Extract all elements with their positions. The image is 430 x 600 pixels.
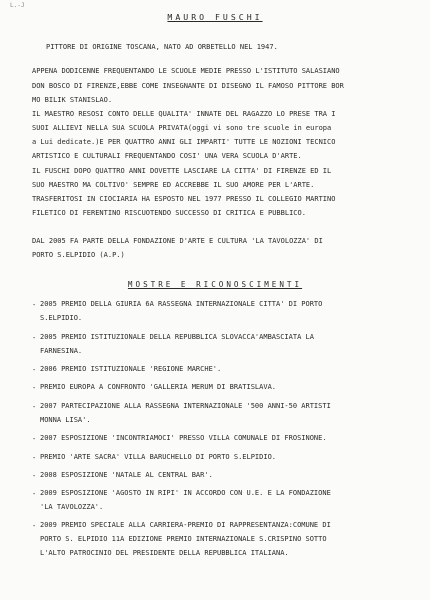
award-item: 2008 ESPOSIZIONE 'NATALE AL CENTRAL BAR'.: [40, 471, 213, 479]
award-item: 2005 PREMIO DELLA GIURIA 6A RASSEGNA INTERNAZIONALE CITTA' DI PORTO: [40, 300, 323, 308]
section-title: MOSTRE E RICONOSCIMENTI: [127, 280, 303, 289]
foundation-line: PORTO S.ELPIDIO (A.P.): [32, 251, 125, 259]
document-title: MAURO FUSCHI: [167, 12, 263, 22]
list-bullet: -: [32, 366, 37, 374]
list-bullet: -: [32, 435, 37, 443]
list-bullet: -: [32, 384, 37, 392]
bio-line: DON BOSCO DI FIRENZE,EBBE COME INSEGNANTE DI DISEGNO IL FAMOSO PITTORE BOR: [32, 82, 344, 90]
award-item-cont: S.ELPIDIO.: [40, 314, 83, 322]
bio-line: a Lui dedicate.)E PER QUATTRO ANNI GLI IMPARTI' TUTTE LE NOZIONI TECNICO: [32, 138, 336, 146]
award-item-cont: MONNA LISA'.: [40, 416, 91, 424]
corner-mark: L.-J: [10, 2, 25, 9]
award-item: 2009 ESPOSIZIONE 'AGOSTO IN RIPI' IN ACCORDO CON U.E. E LA FONDAZIONE: [40, 489, 331, 497]
list-bullet: -: [32, 490, 37, 498]
list-bullet: -: [32, 472, 37, 480]
award-item: 2006 PREMIO ISTITUZIONALE 'REGIONE MARCHE'.: [40, 365, 222, 373]
award-item-cont: FARNESINA.: [40, 347, 83, 355]
award-item: PREMIO EUROPA A CONFRONTO 'GALLERIA MERUM DI BRATISLAVA.: [40, 383, 277, 391]
list-bullet: -: [32, 301, 37, 309]
bio-line: IL MAESTRO RESOSI CONTO DELLE QUALITA' INNATE DEL RAGAZZO LO PRESE TRA I: [32, 110, 336, 118]
bio-line: TRASFERITOSI IN CIOCIARIA HA ESPOSTO NEL 1977 PRESSO IL COLLEGIO MARTINO: [32, 195, 336, 203]
award-item: 2005 PREMIO ISTITUZIONALE DELLA REPUBBLICA SLOVACCA'AMBASCIATA LA: [40, 333, 314, 341]
bio-line: FILETICO DI FERENTINO RISCUOTENDO SUCCESSO DI CRITICA E PUBBLICO.: [32, 209, 306, 217]
award-item-cont: L'ALTO PATROCINIO DEL PRESIDENTE DELLA REPUBBLICA ITALIANA.: [40, 549, 289, 557]
award-item: 2009 PREMIO SPECIALE ALLA CARRIERA-PREMIO DI RAPPRESENTANZA:COMUNE DI: [40, 521, 331, 529]
bio-line: IL FUSCHI DOPO QUATTRO ANNI DOVETTE LASCIARE LA CITTA' DI FIRENZE ED IL: [32, 167, 332, 175]
bio-line: ARTISTICO E CULTURALI FREQUENTANDO COSI' UNA VERA SCUOLA D'ARTE.: [32, 152, 302, 160]
list-bullet: -: [32, 454, 37, 462]
bio-line: MO BILIK STANISLAO.: [32, 96, 113, 104]
list-bullet: -: [32, 522, 37, 530]
award-item: 2007 PARTECIPAZIONE ALLA RASSEGNA INTERNAZIONALE '500 ANNI-50 ARTISTI: [40, 402, 331, 410]
bio-line: APPENA DODICENNE FREQUENTANDO LE SCUOLE MEDIE PRESSO L'ISTITUTO SALASIANO: [32, 67, 340, 75]
bio-line: SUOI ALLIEVI NELLA SUA SCUOLA PRIVATA(oggi vi sono tre scuole in europa: [32, 124, 332, 132]
award-item-cont: 'LA TAVOLOZZA'.: [40, 503, 104, 511]
foundation-line: DAL 2005 FA PARTE DELLA FONDAZIONE D'ARTE E CULTURA 'LA TAVOLOZZA' DI: [32, 237, 323, 245]
list-bullet: -: [32, 403, 37, 411]
award-item-cont: PORTO S. ELPIDIO 11A EDIZIONE PREMIO INTERNAZIONALE S.CRISPINO SOTTO: [40, 535, 327, 543]
bio-line: SUO MAESTRO MA COLTIVO' SEMPRE ED ACCREBBE IL SUO AMORE PER L'ARTE.: [32, 181, 315, 189]
award-item: 2007 ESPOSIZIONE 'INCONTRIAMOCI' PRESSO VILLA COMUNALE DI FROSINONE.: [40, 434, 327, 442]
intro-line: PITTORE DI ORIGINE TOSCANA, NATO AD ORBETELLO NEL 1947.: [46, 43, 278, 51]
list-bullet: -: [32, 334, 37, 342]
award-item: PREMIO 'ARTE SACRA' VILLA BARUCHELLO DI PORTO S.ELPIDIO.: [40, 453, 277, 461]
